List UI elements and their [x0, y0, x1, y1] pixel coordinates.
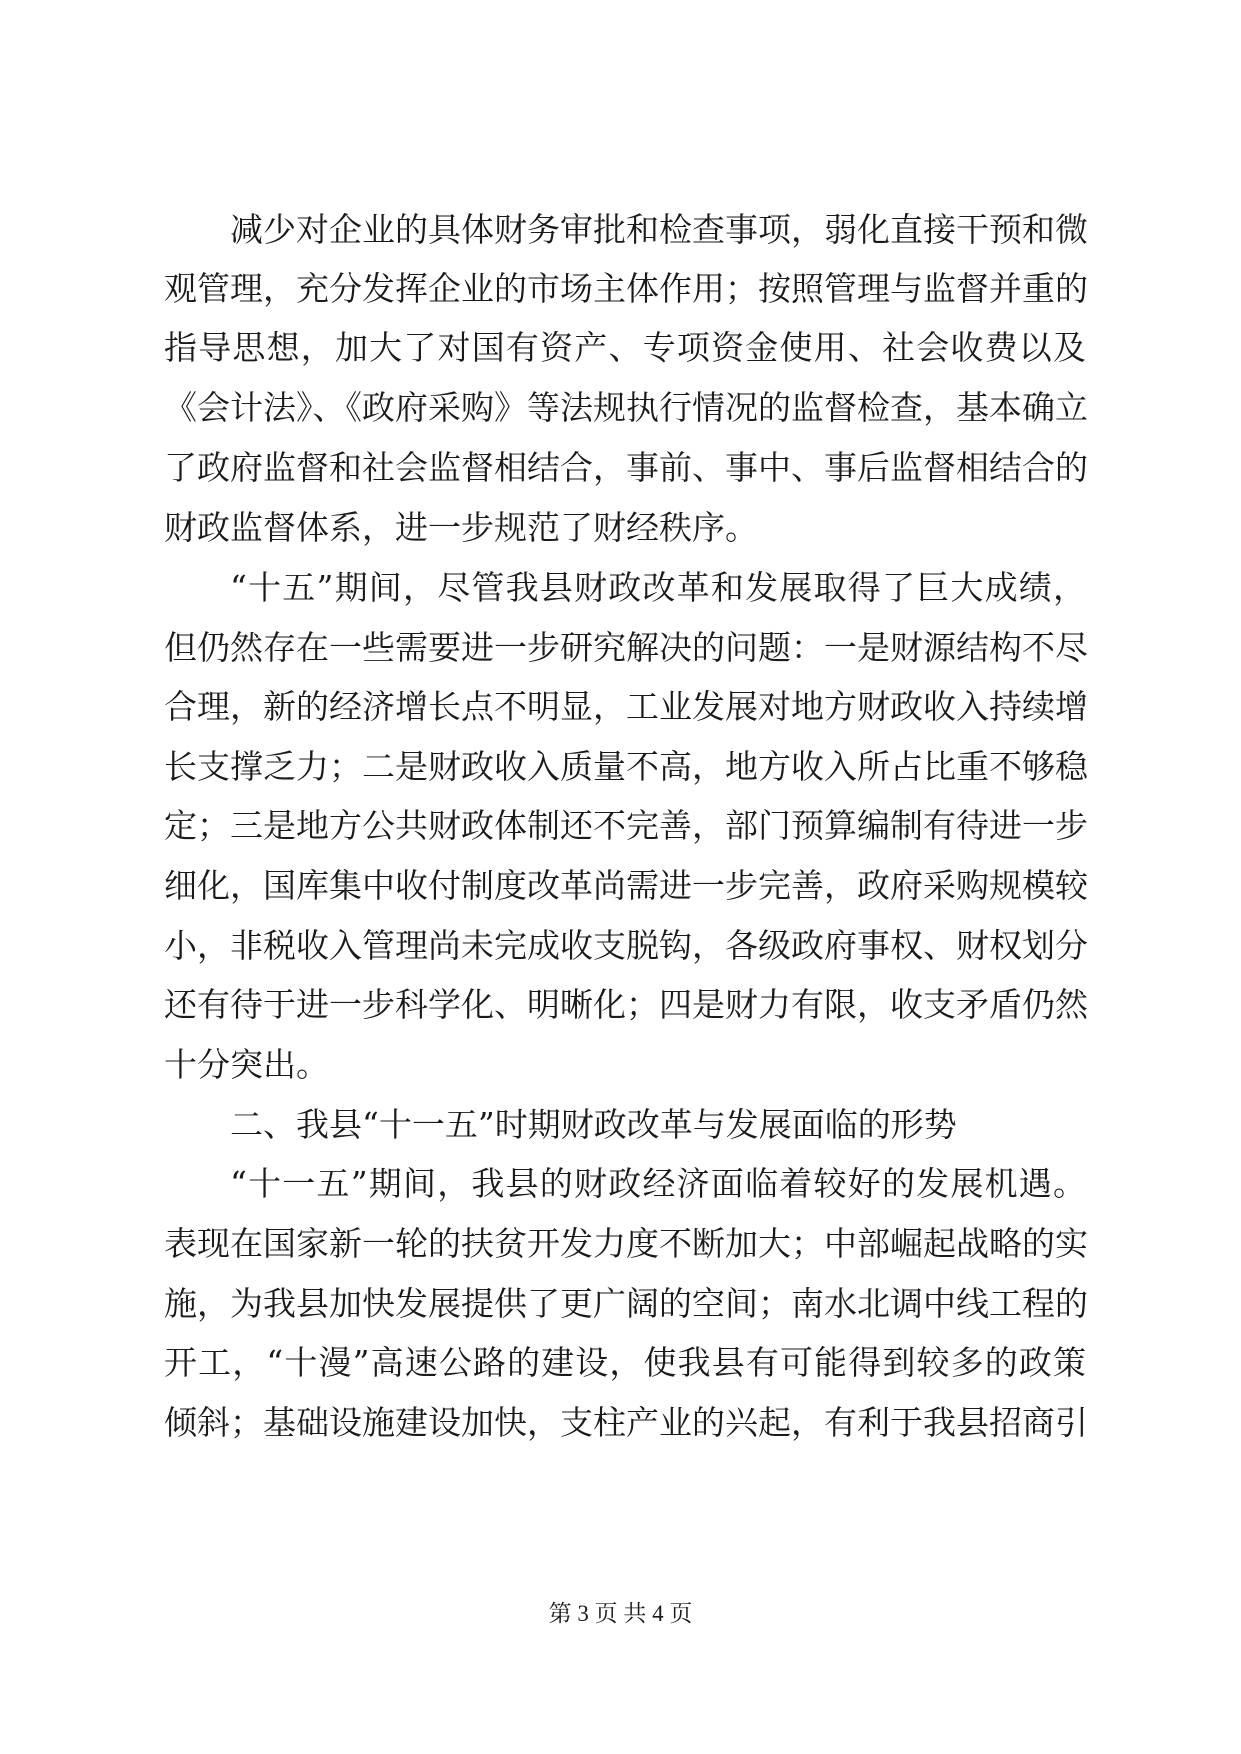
text-line-12: 细化，国库集中收付制度改革尚需进一步完善，政府采购规模较 — [164, 866, 1088, 905]
text-line-5: 了政府监督和社会监督相结合，事前、事中、事后监督相结合的 — [164, 448, 1088, 487]
text-line-21: 倾斜；基础设施建设加快，支柱产业的兴起，有利于我县招商引 — [164, 1403, 1088, 1442]
text-line-13: 小，非税收入管理尚未完成收支脱钩，各级政府事权、财权划分 — [164, 926, 1088, 965]
text-line-10: 长支撑乏力；二是财政收入质量不高，地方收入所占比重不够稳 — [164, 747, 1088, 786]
text-line-20: 开工，“十漫”高速公路的建设，使我县有可能得到较多的政策 — [164, 1343, 1086, 1382]
text-line-4: 《会计法》、《政府采购》等法规执行情况的监督检查，基本确立 — [164, 388, 1088, 427]
page-number-footer: 第 3 页 共 4 页 — [548, 1601, 693, 1626]
text-line-6: 财政监督体系，进一步规范了财经秩序。 — [164, 508, 758, 547]
text-line-18: 表现在国家新一轮的扶贫开发力度不断加大；中部崛起战略的实 — [164, 1224, 1088, 1263]
text-line-3: 指导思想，加大了对国有资产、专项资金使用、社会收费以及 — [164, 328, 1086, 367]
text-line-8: 但仍然存在一些需要进一步研究解决的问题：一是财源结构不尽 — [164, 628, 1088, 667]
text-line-2: 观管理，充分发挥企业的市场主体作用；按照管理与监督并重的 — [164, 269, 1088, 308]
section-heading: 二、我县“十一五”时期财政改革与发展面临的形势 — [230, 1105, 957, 1144]
text-line-1: 减少对企业的具体财务审批和检查事项，弱化直接干预和微 — [230, 210, 1088, 249]
text-line-14: 还有待于进一步科学化、明晰化；四是财力有限，收支矛盾仍然 — [164, 985, 1088, 1024]
text-line-15: 十分突出。 — [164, 1045, 329, 1084]
text-line-9: 合理，新的经济增长点不明显，工业发展对地方财政收入持续增 — [164, 687, 1088, 726]
text-line-17: “十一五”期间，我县的财政经济面临着较好的发展机遇。 — [230, 1164, 1086, 1203]
text-line-7: “十五”期间，尽管我县财政改革和发展取得了巨大成绩， — [230, 568, 1086, 607]
text-line-19: 施，为我县加快发展提供了更广阔的空间；南水北调中线工程的 — [164, 1284, 1088, 1323]
text-line-11: 定；三是地方公共财政体制还不完善，部门预算编制有待进一步 — [164, 806, 1088, 845]
